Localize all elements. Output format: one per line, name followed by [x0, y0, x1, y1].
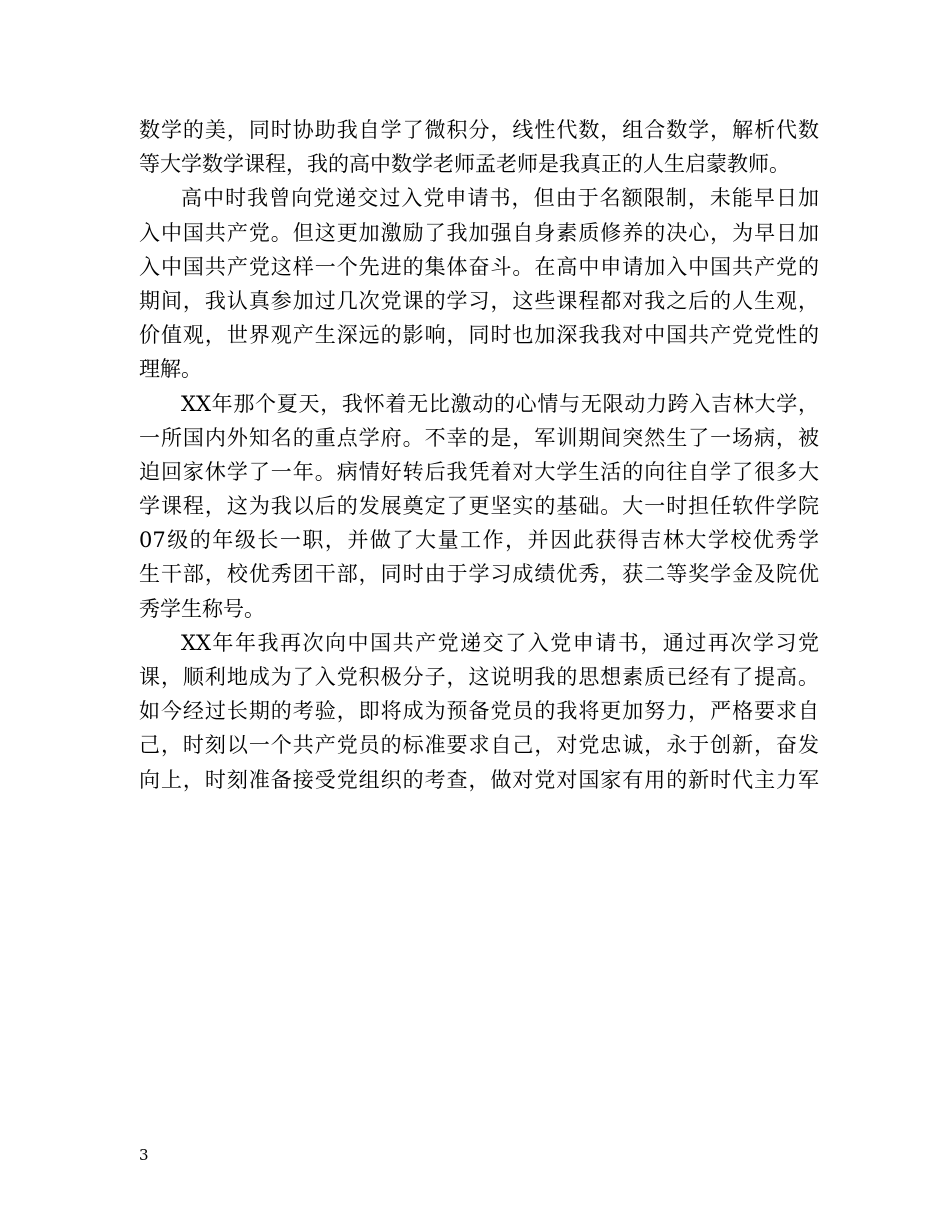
page-number: 3: [139, 1146, 149, 1164]
text-line: XX年那个夏天，我怀着无比激动的心情与无限动力跨入吉林大学，: [181, 391, 819, 416]
body-text: [139, 113, 819, 797]
text-line: 如今经过长期的考验，即将成为预备党员的我将更加努力，严格要求自: [139, 699, 819, 724]
text-line: 理解。: [139, 357, 202, 382]
text-line: 一所国内外知名的重点学府。不幸的是，军训期间突然生了一场病，被: [139, 425, 819, 450]
text-line: 价值观，世界观产生深远的影响，同时也加深我我对中国共产党党性的: [139, 323, 819, 348]
text-line: 迫回家休学了一年。病情好转后我凭着对大学生活的向往自学了很多大: [139, 459, 819, 484]
text-line: 入中国共产党这样一个先进的集体奋斗。在高中申请加入中国共产党的: [139, 254, 819, 279]
text-line: 学课程，这为我以后的发展奠定了更坚实的基础。大一时担任软件学院: [139, 494, 819, 519]
text-line: 向上，时刻准备接受党组织的考查，做对党对国家有用的新时代主力军: [139, 767, 819, 792]
text-line: 等大学数学课程，我的高中数学老师孟老师是我真正的人生启蒙教师。: [139, 152, 790, 177]
text-line: 课，顺利地成为了入党积极分子，这说明我的思想素质已经有了提高。: [139, 665, 819, 689]
text-line: 生干部，校优秀团干部，同时由于学习成绩优秀，获二等奖学金及院优: [139, 562, 819, 587]
text-line: 07级的年级长一职，并做了大量工作，并因此获得吉林大学校优秀学: [139, 528, 819, 553]
text-line: XX年年我再次向中国共产党递交了入党申请书，通过再次学习党: [181, 630, 819, 655]
text-line: 高中时我曾向党递交过入党申请书，但由于名额限制，未能早日加: [181, 186, 819, 211]
text-line: 秀学生称号。: [139, 596, 265, 621]
text-line: 数学的美，同时协助我自学了微积分，线性代数，组合数学，解析代数: [139, 118, 819, 142]
text-line: 期间，我认真参加过几次党课的学习，这些课程都对我之后的人生观，: [139, 288, 819, 313]
text-line: 入中国共产党。但这更加激励了我加强自身素质修养的决心，为早日加: [139, 220, 819, 245]
text-line: 己，时刻以一个共产党员的标准要求自己，对党忠诚，永于创新，奋发: [139, 733, 819, 758]
